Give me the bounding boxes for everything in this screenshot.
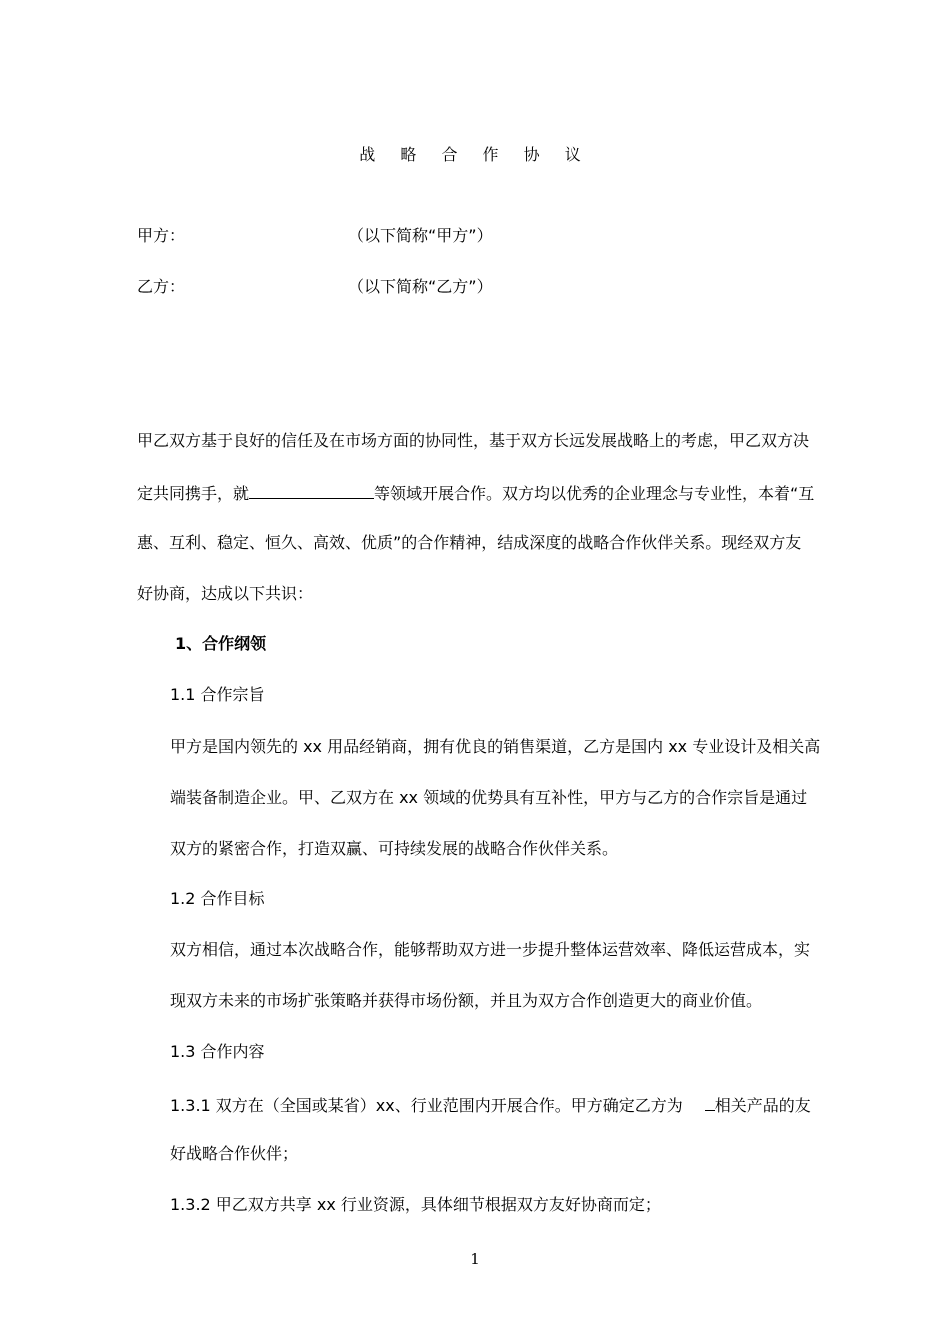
party-b-label: 乙方： (137, 277, 186, 296)
section-1-3-item-1 (170, 1094, 811, 1116)
party-a-label: 甲方： (137, 226, 186, 245)
section-1-3-item-1-cont: 好战略合作伙伴； (170, 1144, 299, 1163)
section-1-3-item-2: 1.3.2 甲乙双方共享 xx 行业资源，具体细节根据双方友好协商而定； (170, 1195, 661, 1214)
document-title: 战 略 合 作 协 议 (359, 145, 591, 164)
intro-line-2-start: 定共同携手，就 (137, 484, 250, 503)
page-number: 1 (470, 1250, 480, 1268)
item-1-start: 1.3.1 双方在（全国或某省）xx、行业范围内开展合作。甲方确定乙方为 (170, 1096, 683, 1115)
section-1-1-heading: 1.1 合作宗旨 (170, 685, 265, 704)
party-b-note: （以下简称“乙方”） (348, 277, 493, 296)
blank-field-domain (249, 482, 374, 499)
intro-line-1: 甲乙双方基于良好的信任及在市场方面的协同性，基于双方长远发展战略上的考虑，甲乙双方决 (137, 431, 810, 450)
section-1-2-line-1: 双方相信，通过本次战略合作，能够帮助双方进一步提升整体运营效率、降低运营成本，实 (170, 940, 811, 959)
section-1-1-line-1: 甲方是国内领先的 xx 用品经销商，拥有优良的销售渠道，乙方是国内 xx 专业设计及相关高 (170, 737, 821, 756)
intro-line-4: 好协商，达成以下共识： (137, 584, 314, 603)
intro-line-2 (137, 482, 814, 504)
section-1-heading: 1、合作纲领 (175, 634, 267, 653)
item-1-end: 相关产品的友 (714, 1096, 811, 1115)
section-1-1-line-2: 端装备制造企业。甲、乙双方在 xx 领域的优势具有互补性，甲方与乙方的合作宗旨是通过 (170, 788, 808, 807)
party-a-note: （以下简称“甲方”） (348, 226, 493, 245)
intro-line-2-end: 等领域开展合作。双方均以优秀的企业理念与专业性，本着“互 (374, 484, 815, 503)
intro-line-3: 惠、互利、稳定、恒久、高效、优质”的合作精神，结成深度的战略合作伙伴关系。现经双方友 (137, 533, 802, 552)
blank-field-product (705, 1094, 715, 1111)
section-1-3-heading: 1.3 合作内容 (170, 1042, 265, 1061)
section-1-2-heading: 1.2 合作目标 (170, 889, 265, 908)
section-1-1-line-3: 双方的紧密合作，打造双赢、可持续发展的战略合作伙伴关系。 (170, 839, 619, 858)
section-1-2-line-2: 现双方未来的市场扩张策略并获得市场份额，并且为双方合作创造更大的商业价值。 (170, 991, 763, 1010)
